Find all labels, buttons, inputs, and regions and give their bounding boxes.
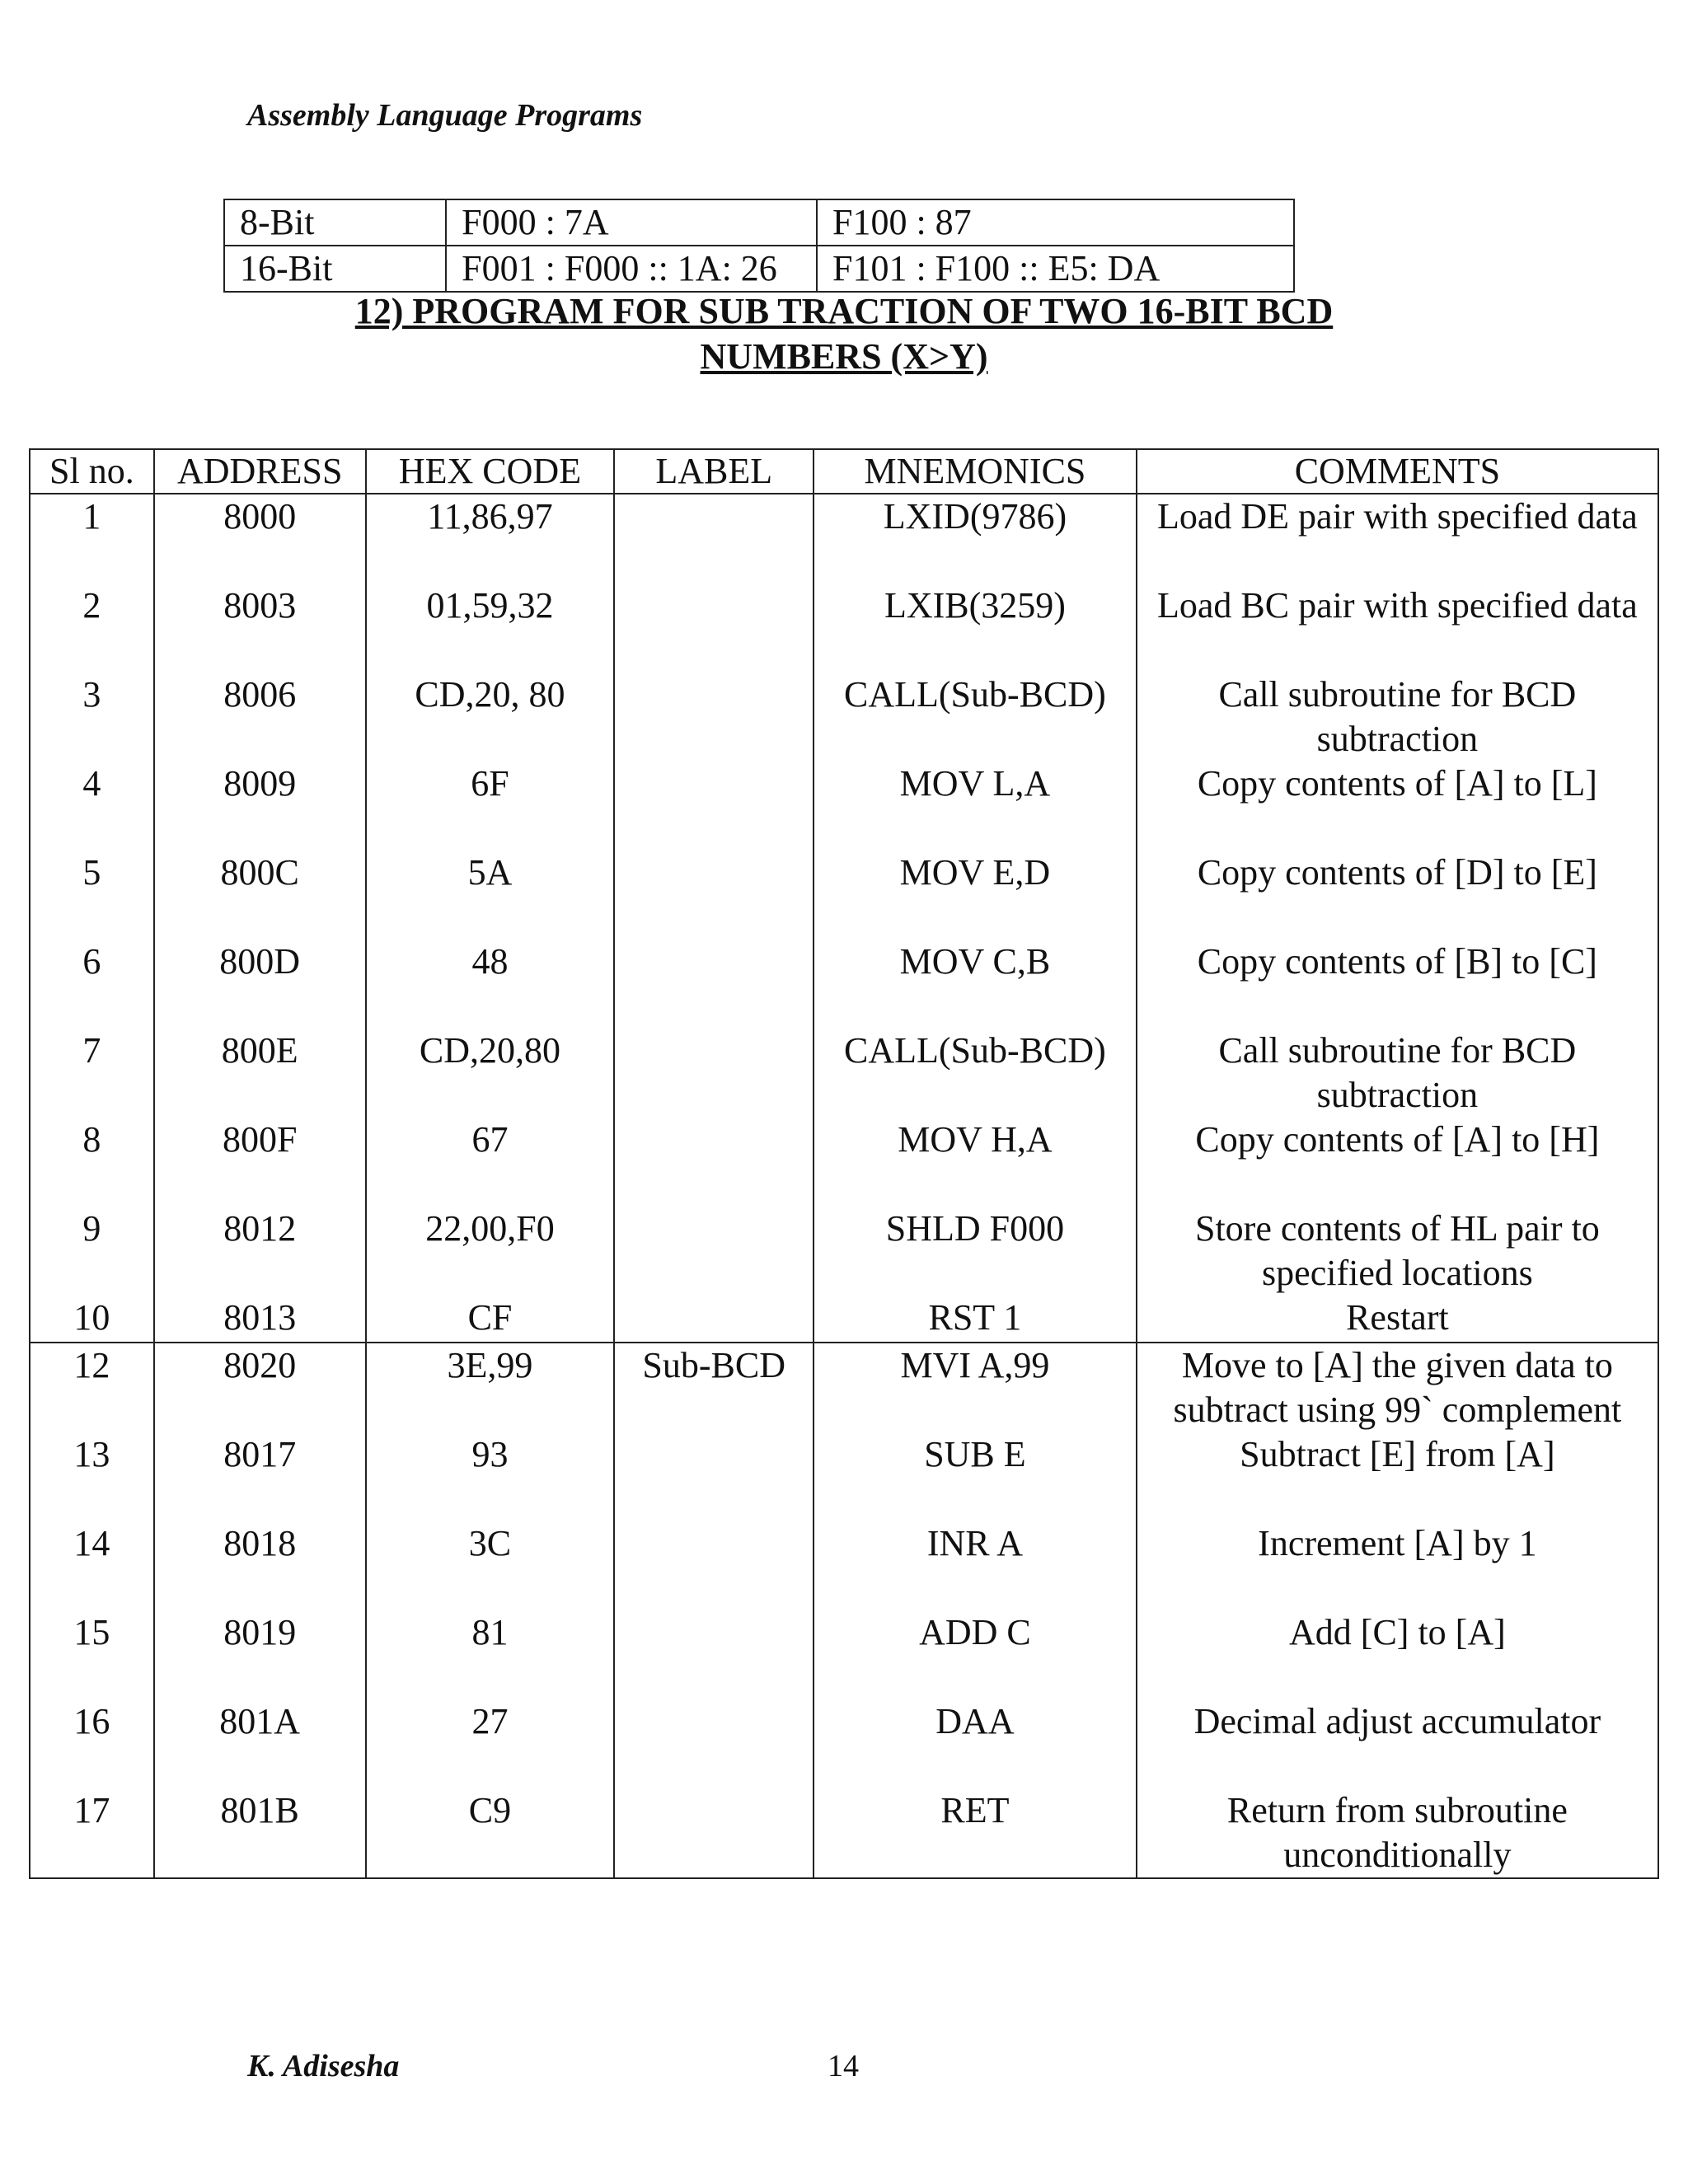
column-header: LABEL	[614, 449, 814, 494]
table-cell: 01,59,32	[366, 583, 615, 673]
table-cell	[614, 762, 814, 851]
table-cell: Sub-BCD	[614, 1343, 814, 1432]
table-cell: 8-Bit	[224, 199, 446, 246]
table-cell	[614, 1029, 814, 1118]
table-cell: MOV H,A	[814, 1118, 1137, 1207]
table-cell: C9	[366, 1788, 615, 1878]
table-cell: 801B	[154, 1788, 366, 1878]
table-cell: 8020	[154, 1343, 366, 1432]
column-header: COMMENTS	[1137, 449, 1658, 494]
column-header: ADDRESS	[154, 449, 366, 494]
table-cell: MOV E,D	[814, 851, 1137, 940]
program-table	[29, 448, 1659, 1879]
table-cell: 8000	[154, 494, 366, 583]
table-row	[30, 673, 1658, 762]
table-cell: CALL(Sub-BCD)	[814, 673, 1137, 762]
table-cell: 7	[30, 1029, 154, 1118]
table-cell: DAA	[814, 1699, 1137, 1788]
program-heading	[0, 288, 1688, 379]
table-cell: 16	[30, 1699, 154, 1788]
table-row	[30, 1699, 1658, 1788]
table-cell: RST 1	[814, 1296, 1137, 1343]
table-cell: 4	[30, 762, 154, 851]
table-header-row	[30, 449, 1658, 494]
program-table-body	[30, 494, 1658, 1878]
table-cell	[614, 940, 814, 1029]
table-cell: INR A	[814, 1521, 1137, 1610]
table-cell	[614, 673, 814, 762]
table-cell: 8	[30, 1118, 154, 1207]
table-row	[30, 1118, 1658, 1207]
table-cell: 8018	[154, 1521, 366, 1610]
table-cell: Increment [A] by 1	[1137, 1521, 1658, 1610]
table-row	[30, 1029, 1658, 1118]
table-cell: MOV C,B	[814, 940, 1137, 1029]
table-row	[30, 1343, 1658, 1432]
table-cell: Copy contents of [D] to [E]	[1137, 851, 1658, 940]
table-cell	[614, 583, 814, 673]
table-cell: Load BC pair with specified data	[1137, 583, 1658, 673]
table-cell	[614, 1521, 814, 1610]
table-cell: 22,00,F0	[366, 1207, 615, 1296]
table-cell: Load DE pair with specified data	[1137, 494, 1658, 583]
table-cell: 3	[30, 673, 154, 762]
table-cell: LXIB(3259)	[814, 583, 1137, 673]
table-cell: SHLD F000	[814, 1207, 1137, 1296]
table-cell	[614, 851, 814, 940]
table-cell: RET	[814, 1788, 1137, 1878]
footer-author: K. Adisesha	[247, 2049, 400, 2083]
table-cell: 15	[30, 1610, 154, 1699]
table-cell: 12	[30, 1343, 154, 1432]
table-cell: F101 : F100 :: E5: DA	[817, 246, 1294, 292]
table-cell: 8003	[154, 583, 366, 673]
table-cell: 14	[30, 1521, 154, 1610]
table-cell: F000 : 7A	[446, 199, 817, 246]
io-data-table	[223, 199, 1295, 293]
table-cell: Return from subroutine unconditionally	[1137, 1788, 1658, 1878]
table-cell	[614, 1699, 814, 1788]
table-cell	[614, 1788, 814, 1878]
table-row	[30, 1610, 1658, 1699]
table-cell: Copy contents of [A] to [L]	[1137, 762, 1658, 851]
table-cell: 16-Bit	[224, 246, 446, 292]
table-cell: F001 : F000 :: 1A: 26	[446, 246, 817, 292]
table-cell: Subtract [E] from [A]	[1137, 1432, 1658, 1521]
table-row	[30, 851, 1658, 940]
table-cell: 800F	[154, 1118, 366, 1207]
table-cell: 10	[30, 1296, 154, 1343]
table-cell	[614, 1610, 814, 1699]
table-cell: Store contents of HL pair to specified locations	[1137, 1207, 1658, 1296]
table-cell: 13	[30, 1432, 154, 1521]
table-cell: 3E,99	[366, 1343, 615, 1432]
table-cell: LXID(9786)	[814, 494, 1137, 583]
table-row	[224, 246, 1294, 292]
table-cell: 5	[30, 851, 154, 940]
table-cell: MVI A,99	[814, 1343, 1137, 1432]
table-cell: Copy contents of [A] to [H]	[1137, 1118, 1658, 1207]
table-cell: 17	[30, 1788, 154, 1878]
table-cell: SUB E	[814, 1432, 1137, 1521]
table-cell	[614, 1118, 814, 1207]
table-cell: ADD C	[814, 1610, 1137, 1699]
program-heading-line2: NUMBERS (X>Y)	[700, 336, 988, 377]
table-cell: 81	[366, 1610, 615, 1699]
table-cell: Add [C] to [A]	[1137, 1610, 1658, 1699]
table-cell: 93	[366, 1432, 615, 1521]
table-cell: 11,86,97	[366, 494, 615, 583]
table-cell: 8019	[154, 1610, 366, 1699]
table-cell: Decimal adjust accumulator	[1137, 1699, 1658, 1788]
table-cell: 8009	[154, 762, 366, 851]
table-cell: MOV L,A	[814, 762, 1137, 851]
table-cell: 800C	[154, 851, 366, 940]
table-cell: 8012	[154, 1207, 366, 1296]
table-row	[30, 1521, 1658, 1610]
table-row	[30, 1207, 1658, 1296]
table-row	[30, 1296, 1658, 1343]
table-cell: 3C	[366, 1521, 615, 1610]
column-header: MNEMONICS	[814, 449, 1137, 494]
table-row	[30, 583, 1658, 673]
table-cell: CD,20,80	[366, 1029, 615, 1118]
table-cell: CD,20, 80	[366, 673, 615, 762]
table-cell	[614, 1432, 814, 1521]
table-cell: 8006	[154, 673, 366, 762]
table-cell	[614, 1296, 814, 1343]
table-cell: 48	[366, 940, 615, 1029]
program-heading-line1: 12) PROGRAM FOR SUB TRACTION OF TWO 16-BIT BCD	[354, 291, 1334, 331]
table-cell: 9	[30, 1207, 154, 1296]
table-cell: 6	[30, 940, 154, 1029]
table-cell: Restart	[1137, 1296, 1658, 1343]
table-cell	[614, 494, 814, 583]
table-cell	[614, 1207, 814, 1296]
table-row	[30, 1788, 1658, 1878]
table-row	[224, 199, 1294, 246]
table-cell: 27	[366, 1699, 615, 1788]
table-cell: 8017	[154, 1432, 366, 1521]
column-header: Sl no.	[30, 449, 154, 494]
table-cell: F100 : 87	[817, 199, 1294, 246]
column-header: HEX CODE	[366, 449, 615, 494]
table-cell: 1	[30, 494, 154, 583]
table-cell: Call subroutine for BCD subtraction	[1137, 673, 1658, 762]
table-cell: 67	[366, 1118, 615, 1207]
table-cell: 8013	[154, 1296, 366, 1343]
table-row	[30, 494, 1658, 583]
table-cell: CALL(Sub-BCD)	[814, 1029, 1137, 1118]
table-row	[30, 762, 1658, 851]
table-cell: 800E	[154, 1029, 366, 1118]
table-cell: 6F	[366, 762, 615, 851]
page-number: 14	[828, 2049, 859, 2083]
table-cell: 801A	[154, 1699, 366, 1788]
page-header-title: Assembly Language Programs	[247, 98, 643, 133]
table-cell: 2	[30, 583, 154, 673]
table-row	[30, 1432, 1658, 1521]
table-cell: Call subroutine for BCD subtraction	[1137, 1029, 1658, 1118]
table-cell: 5A	[366, 851, 615, 940]
table-row	[30, 940, 1658, 1029]
table-cell: Move to [A] the given data to subtract using 99` complement	[1137, 1343, 1658, 1432]
table-cell: 800D	[154, 940, 366, 1029]
table-cell: Copy contents of [B] to [C]	[1137, 940, 1658, 1029]
table-cell: CF	[366, 1296, 615, 1343]
